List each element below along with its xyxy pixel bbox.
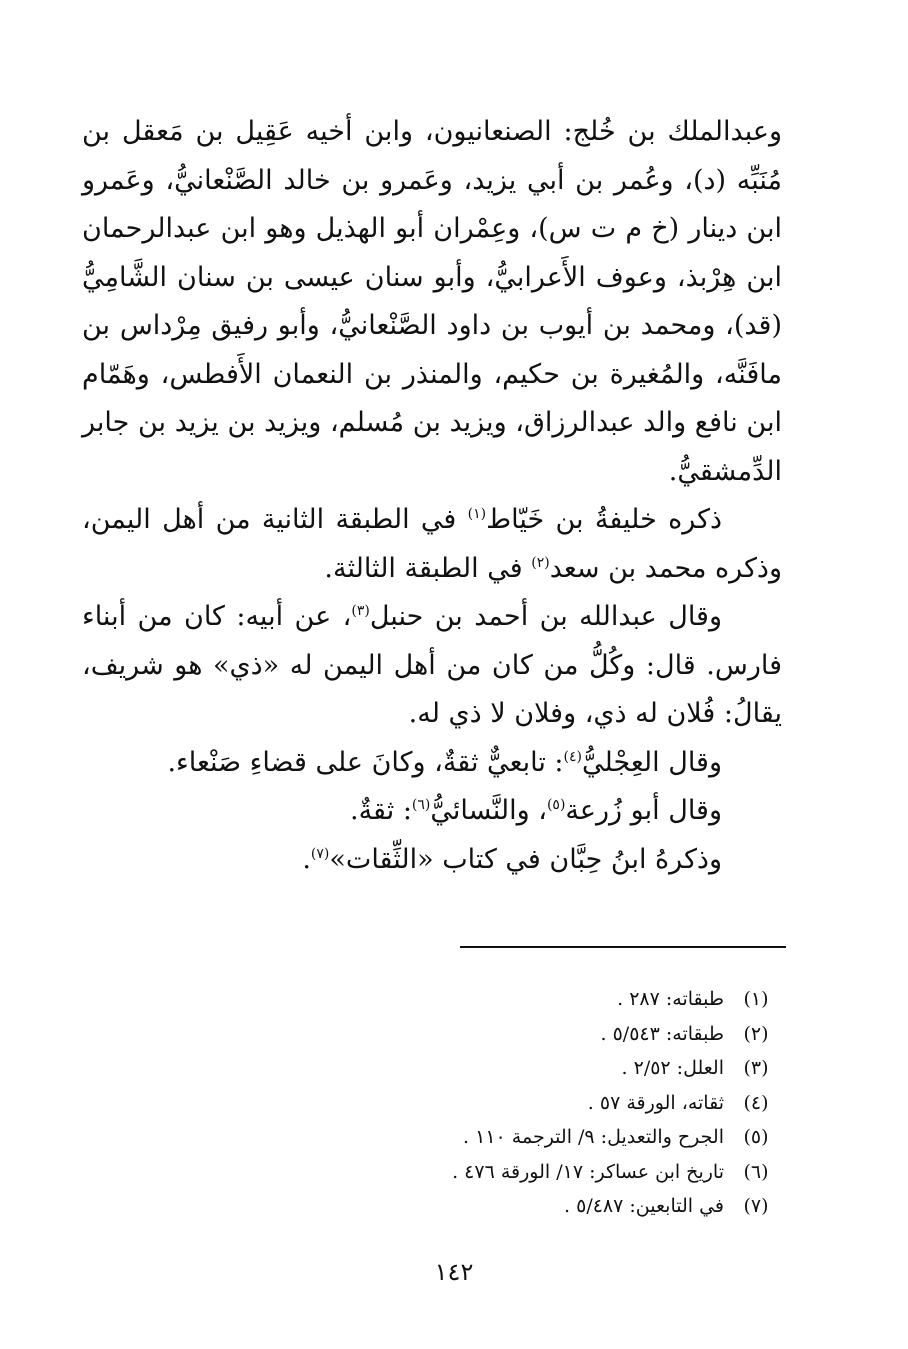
ahmad-paragraph (82, 593, 782, 739)
text-segment: وقال عبدالله بن أحمد بن حنبل (369, 601, 722, 632)
text-segment: ذكره خليفةُ بن خَيّاط (486, 504, 722, 535)
footnote-number: (٣) (743, 1057, 769, 1079)
footnote-item (220, 982, 780, 1017)
footnote-marker: (٤) (563, 748, 582, 765)
footnote-item (220, 1120, 780, 1155)
footnote-item (220, 1189, 780, 1224)
footnote-marker: (٧) (310, 845, 330, 862)
narrators-paragraph: وعبدالملك بن خُلج: الصنعانيون، وابن أخيه عَقِيل بن مَعقل بن مُنَبِّه (د)، وعُمر بن أبي يزيد، وعَمرو بن خالد الصَّنْعانيُّ، وعَمرو ابن دينار (خ م ت س)، وعِمْران أبو الهذيل وهو ابن عبدالرحمان ابن هِرْبذ، وعوف الأَعرابيُّ، وأبو سنان عيسى بن سنان الشَّامِيُّ (قد)، ومحمد بن أيوب بن داود الصَّنْعانيُّ، وأبو رفيق مِرْداس بن مافَنَّه، والمُغيرة بن حكيم، والمنذر بن النعمان الأَفطس، وهَمّام ابن نافع والد عبدالرزاق، ويزيد بن مُسلم، ويزيد بن يزيد بن جابر الدِّمشقيُّ. (82, 116, 782, 487)
text-segment: ، والنَّسائيُّ (430, 795, 547, 826)
footnote-text: طبقاته: ٢٨٧ . (617, 988, 724, 1010)
text-segment: وقال أبو زُرعة (565, 795, 722, 826)
footnote-text: الجرح والتعديل: ٩/ الترجمة ١١٠ . (463, 1126, 724, 1148)
footnote-item (220, 1017, 780, 1052)
footnote-number: (٧) (743, 1195, 769, 1217)
footnote-marker: (٣) (351, 603, 370, 619)
footnote-text: ثقاته، الورقة ٥٧ . (587, 1091, 724, 1114)
abu-zura-paragraph (82, 787, 782, 836)
text-segment: : تابعيٌّ ثقةٌ، وكانَ على قضاءِ صَنْعاء. (167, 746, 564, 778)
text-segment: في الطبقة الثالثة. (324, 552, 532, 584)
footnote-marker: (١) (467, 506, 487, 522)
footnote-text: طبقاته: ٥/٥٤٣ . (600, 1022, 724, 1045)
footnote-number: (٢) (743, 1022, 769, 1045)
ibn-hibban-paragraph (82, 836, 782, 885)
footnote-marker: (٦) (411, 797, 431, 813)
footnote-number: (٤) (743, 1091, 769, 1114)
khalifa-paragraph (82, 496, 782, 593)
footnote-text: العلل: ٢/٥٢ . (621, 1057, 724, 1079)
footnote-separator (460, 946, 786, 948)
footnote-item (220, 1086, 780, 1121)
footnotes-list (220, 982, 780, 1224)
text-segment: وقال العِجْليُّ (582, 746, 722, 778)
footnote-marker: (٢) (531, 554, 550, 571)
footnote-marker: (٥) (546, 797, 566, 813)
footnote-number: (١) (743, 988, 769, 1010)
footnote-number: (٦) (743, 1160, 769, 1183)
footnote-item (220, 1155, 780, 1190)
main-text (82, 108, 782, 884)
text-segment: : ثقةٌ. (350, 795, 412, 826)
text-segment: وذكرهُ ابنُ حِبَّان في كتاب «الثِّقات» (329, 843, 722, 875)
ijli-paragraph (82, 739, 782, 788)
page-number: ١٤٢ (434, 1258, 474, 1286)
text-segment: ، عن أبيه: كان من أبناء فارس. قال: وكُلُّ من كان من أهل اليمن له «ذي» هو شريف، يقالُ: فُلان له ذي، وفلان لا ذي له. (82, 601, 782, 729)
footnote-number: (٥) (743, 1126, 769, 1148)
footnote-item (220, 1051, 780, 1086)
text-segment: . (302, 843, 311, 875)
text-segment: في الطبقة الثانية من أهل اليمن، وذكره محمد بن سعد (82, 504, 782, 584)
footnote-text: في التابعين: ٥/٤٨٧ . (564, 1195, 724, 1217)
footnote-text: تاريخ ابن عساكر: ١٧/ الورقة ٤٧٦ . (452, 1160, 724, 1183)
